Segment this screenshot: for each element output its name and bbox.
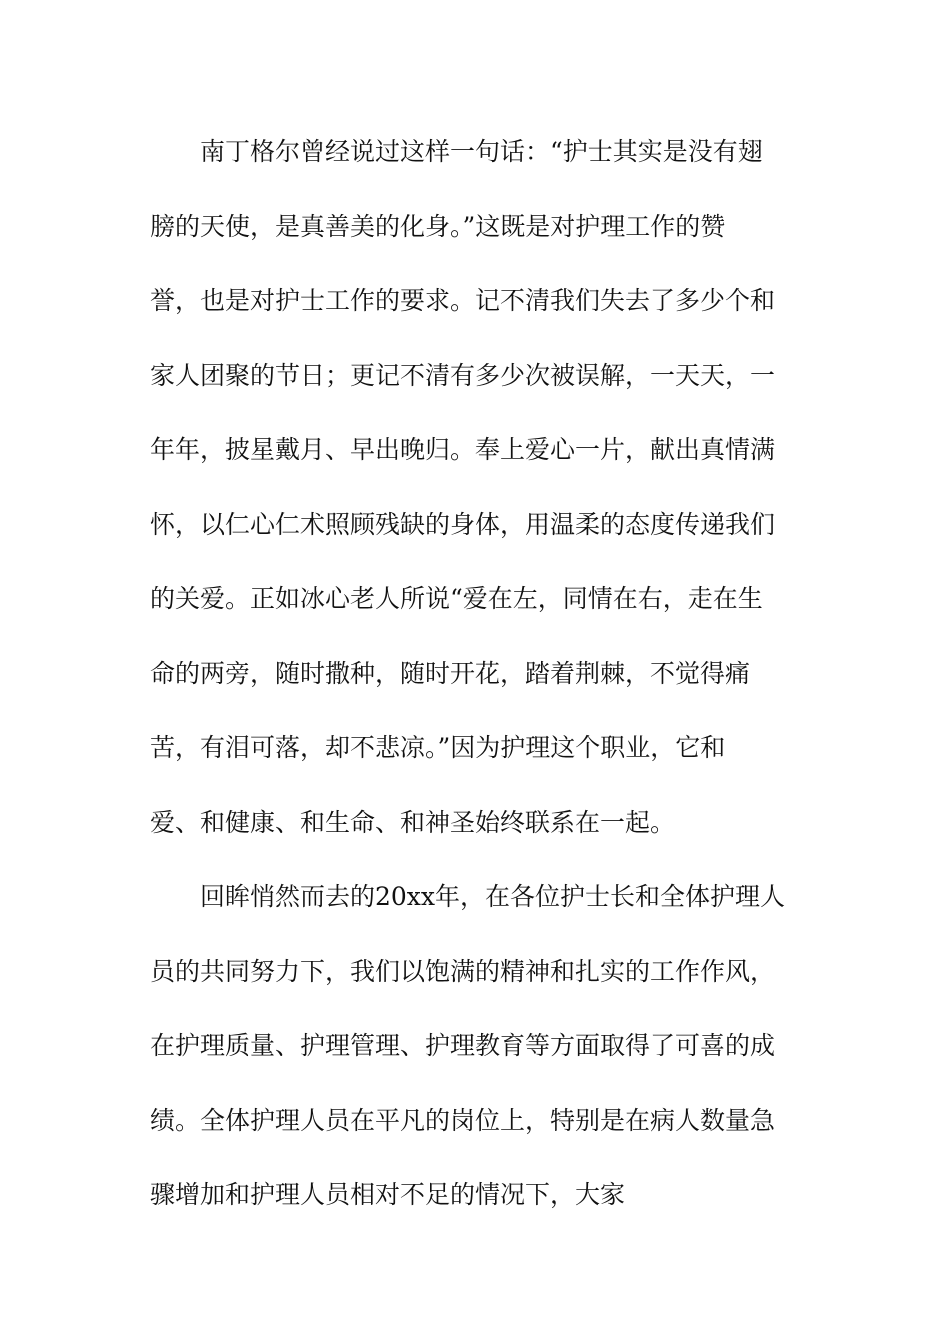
paragraph-1-line-6: 怀，以仁心仁术照顾残缺的身体，用温柔的态度传递我们	[150, 510, 776, 539]
paragraph-2-line-1: 回眸悄然而去的20xx年，在各位护士长和全体护理人	[200, 882, 786, 911]
paragraph-1-line-3: 誉，也是对护士工作的要求。记不清我们失去了多少个和	[150, 286, 776, 315]
paragraph-1-line-10: 爱、和健康、和生命、和神圣始终联系在一起。	[150, 808, 676, 837]
paragraph-2-line-3: 在护理质量、护理管理、护理教育等方面取得了可喜的成	[150, 1031, 776, 1060]
paragraph-1-line-8: 命的两旁，随时撒种，随时开花，踏着荆棘，不觉得痛	[150, 659, 751, 688]
paragraph-1-line-2: 膀的天使，是真善美的化身。”这既是对护理工作的赞	[150, 212, 726, 241]
paragraph-1-line-7: 的关爱。正如冰心老人所说“爱在左，同情在右，走在生	[150, 584, 763, 613]
paragraph-1-line-9: 苦，有泪可落，却不悲凉。”因为护理这个职业，它和	[150, 733, 726, 762]
paragraph-2-line-2: 员的共同努力下，我们以饱满的精神和扎实的工作作风，	[150, 957, 776, 986]
paragraph-1-line-4: 家人团聚的节日；更记不清有多少次被误解，一天天，一	[150, 361, 776, 390]
paragraph-1-line-5: 年年，披星戴月、早出晚归。奉上爱心一片，献出真情满	[150, 435, 776, 464]
paragraph-2-line-5: 骤增加和护理人员相对不足的情况下，大家	[150, 1180, 626, 1209]
paragraph-2-line-4: 绩。全体护理人员在平凡的岗位上，特别是在病人数量急	[150, 1106, 776, 1135]
paragraph-1-line-1: 南丁格尔曾经说过这样一句话：“护士其实是没有翅	[200, 137, 763, 166]
